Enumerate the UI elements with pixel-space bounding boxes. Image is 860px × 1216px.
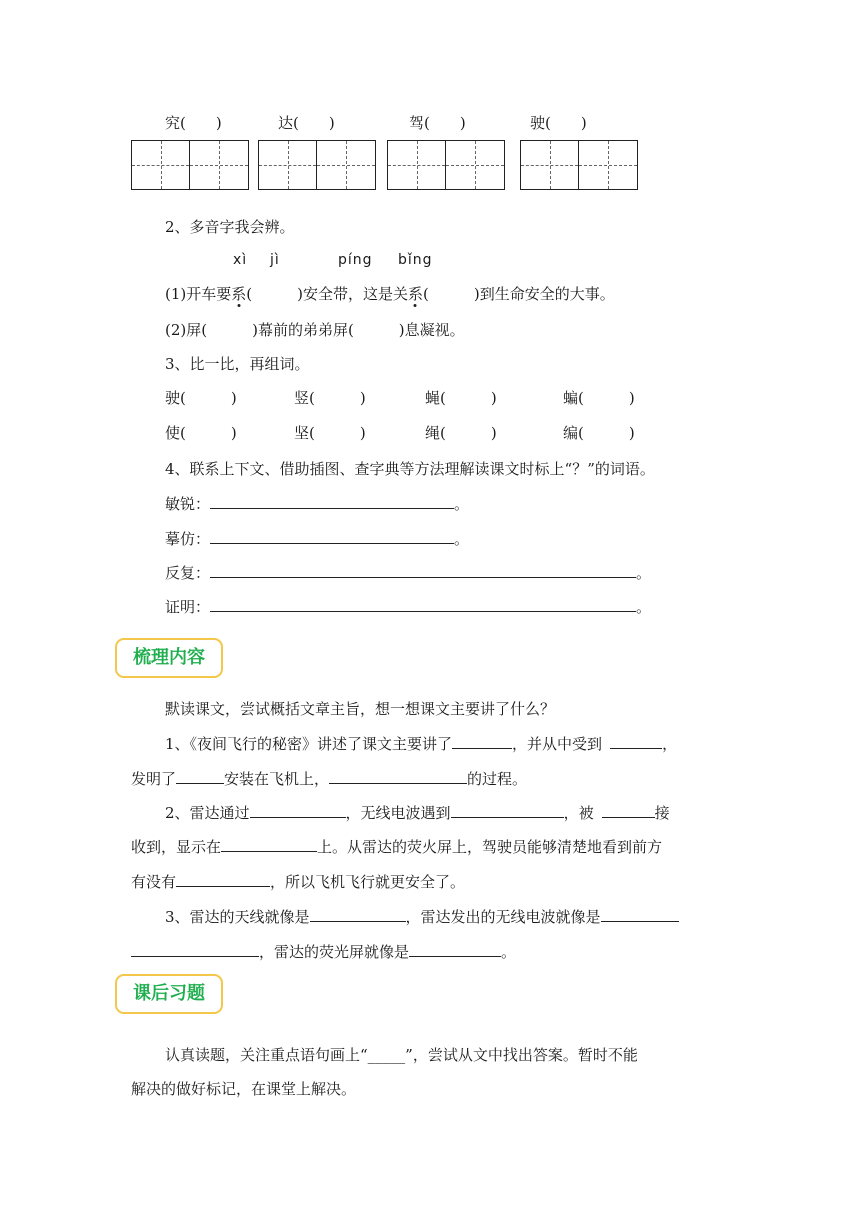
answer-blank[interactable]: [329, 768, 467, 784]
pinyin-xi: xì: [233, 252, 248, 268]
s1-p2-line2: 收到，显示在 上。从雷达的荧火屏上，驾驶员能够清楚地看到前方: [131, 838, 663, 856]
s1-p1-line1: 1、《夜间飞行的秘密》讲述了课文主要讲了 ，并从中受到 ，: [165, 735, 678, 753]
answer-blank[interactable]: [452, 733, 512, 749]
section-badge-summary: 梳理内容: [115, 638, 223, 678]
pinyin-bing: bǐng: [398, 252, 433, 268]
s1-p2-line3: 有没有 ，所以飞机飞行就更安全了。: [131, 873, 466, 891]
q4-title: 4、联系上下文、借助插图、查字典等方法理解读课文时标上“？”的词语。: [165, 460, 655, 478]
section-badge-exercises: 课后习题: [115, 974, 223, 1014]
answer-blank[interactable]: [210, 528, 454, 544]
section2-line2: 解决的做好标记，在课堂上解决。: [131, 1080, 357, 1098]
section1-intro: 默读课文，尝试概括文章主旨，想一想课文主要讲了什么？: [165, 700, 556, 718]
grid-cell[interactable]: [387, 140, 446, 190]
grid-cell[interactable]: [446, 140, 505, 190]
q3-title: 3、比一比，再组词。: [165, 355, 310, 373]
answer-blank[interactable]: [176, 768, 224, 784]
writing-grid-3[interactable]: [387, 140, 505, 190]
pinyin-ping: píng: [338, 252, 373, 268]
grid-cell[interactable]: [317, 140, 376, 190]
writing-grid-4[interactable]: [520, 140, 638, 190]
char-label-4: 驶( ): [530, 114, 587, 132]
q3-r2-1: 使( ): [165, 424, 237, 442]
section2-line1: 认真读题，关注重点语句画上“_____”，尝试从文中找出答案。暂时不能: [165, 1046, 638, 1064]
answer-blank[interactable]: [610, 733, 662, 749]
answer-blank[interactable]: [221, 836, 317, 852]
q4-item-2: 摹仿： 。: [165, 530, 470, 548]
q4-item-1: 敏锐： 。: [165, 495, 470, 513]
dotted-char: 系: [231, 285, 247, 303]
s1-p3-line1: 3、雷达的天线就像是 ，雷达发出的无线电波就像是: [165, 906, 679, 927]
answer-blank[interactable]: [602, 802, 655, 818]
writing-grid-1[interactable]: [131, 140, 249, 190]
char-label-2: 达( ): [278, 114, 335, 132]
q3-r2-2: 坚( ): [294, 424, 366, 442]
q2-title: 2、多音字我会辨。: [165, 218, 295, 236]
answer-blank[interactable]: [210, 596, 636, 612]
q4-item-3: 反复： 。: [165, 564, 652, 582]
pinyin-ji: jì: [270, 252, 280, 268]
s1-p3-line2: ，雷达的荧光屏就像是 。: [131, 941, 516, 962]
q4-item-4: 证明： 。: [165, 598, 652, 616]
answer-blank[interactable]: [131, 941, 259, 957]
dotted-char: 系: [407, 285, 423, 303]
s1-p1-line2: 发明了 安装在飞机上， 的过程。: [131, 770, 528, 788]
grid-cell[interactable]: [131, 140, 190, 190]
answer-blank[interactable]: [451, 802, 564, 818]
answer-blank[interactable]: [409, 941, 501, 957]
answer-blank[interactable]: [601, 906, 679, 922]
q2-line1: (1)开车要系( )安全带，这是关系( )到生命安全的大事。: [165, 285, 615, 303]
q3-r2-3: 绳( ): [425, 424, 497, 442]
q3-r1-2: 竖( ): [294, 389, 366, 407]
grid-cell[interactable]: [258, 140, 317, 190]
s1-p2-line1: 2、雷达通过 ，无线电波遇到 ，被 接: [165, 804, 670, 822]
char-label-3: 驾( ): [409, 114, 466, 132]
q3-r1-4: 蝙( ): [563, 389, 635, 407]
answer-blank[interactable]: [250, 802, 346, 818]
grid-cell[interactable]: [190, 140, 249, 190]
q3-r2-4: 编( ): [563, 424, 635, 442]
char-label-1: 究( ): [165, 114, 222, 132]
q3-r1-3: 蝇( ): [425, 389, 497, 407]
answer-blank[interactable]: [310, 906, 406, 922]
answer-blank[interactable]: [210, 562, 636, 578]
q3-r1-1: 驶( ): [165, 389, 237, 407]
writing-grid-2[interactable]: [258, 140, 376, 190]
answer-blank[interactable]: [210, 493, 454, 509]
grid-cell[interactable]: [579, 140, 638, 190]
answer-blank[interactable]: [176, 871, 270, 887]
grid-cell[interactable]: [520, 140, 579, 190]
q2-line2: (2)屏( )幕前的弟弟屏( )息凝视。: [165, 321, 465, 339]
